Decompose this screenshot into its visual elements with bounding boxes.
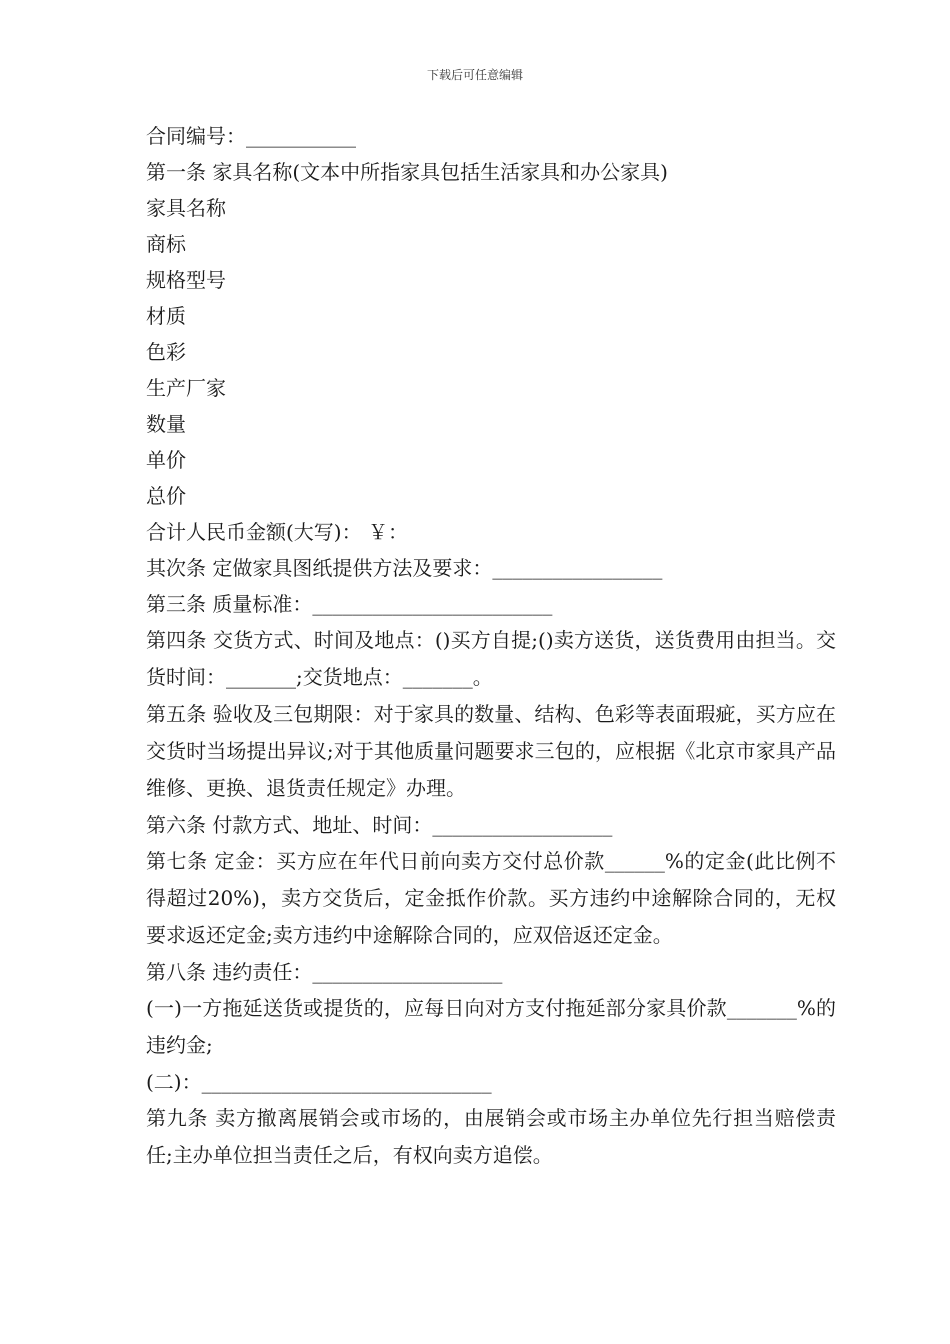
field-total-price: 总价 — [146, 484, 186, 508]
page-header: 下载后可任意编辑 — [426, 68, 523, 82]
article-3: 第三条 质量标准：________________________ — [146, 592, 553, 616]
field-total-rmb: 合计人民币金额(大写)： ￥： — [146, 520, 408, 544]
field-manufacturer: 生产厂家 — [146, 376, 226, 400]
field-trademark: 商标 — [146, 232, 186, 256]
contract-number: 合同编号：___________ — [146, 124, 356, 148]
article-2: 其次条 定做家具图纸提供方法及要求：_________________ — [146, 556, 663, 580]
article-6: 第六条 付款方式、地址、时间：__________________ — [146, 813, 613, 837]
article-4: 第四条 交货方式、时间及地点：()买方自提;()卖方送货，送货费用由担当。交货时间：_______;交货地点：_______。 — [146, 628, 836, 689]
article-1-title: 第一条 家具名称(文本中所指家具包括生活家具和办公家具) — [146, 160, 668, 184]
field-quantity: 数量 — [146, 412, 186, 436]
article-8-clause-2: (二)：_____________________________ — [146, 1070, 492, 1094]
article-8: 第八条 违约责任：___________________ — [146, 960, 503, 984]
field-material: 材质 — [146, 304, 186, 328]
field-color: 色彩 — [146, 340, 186, 364]
field-furniture-name: 家具名称 — [146, 196, 226, 220]
field-unit-price: 单价 — [146, 448, 186, 472]
article-5: 第五条 验收及三包期限：对于家具的数量、结构、色彩等表面瑕疵，买方应在交货时当场提出异议;对于其他质量问题要求三包的，应根据《北京市家具产品维修、更换、退货责任规定》办理。 — [146, 702, 836, 800]
article-7: 第七条 定金：买方应在年代日前向卖方交付总价款______%的定金(此比例不得超过20%)，卖方交货后，定金抵作价款。买方违约中途解除合同的，无权要求返还定金;卖方违约中途解除合同的，应双倍返还定金。 — [146, 849, 836, 947]
article-8-clause-1: (一)一方拖延送货或提货的，应每日向对方支付拖延部分家具价款_______%的违约金; — [146, 996, 836, 1057]
contract-body — [146, 118, 836, 1174]
article-9: 第九条 卖方撤离展销会或市场的，由展销会或市场主办单位先行担当赔偿责任;主办单位担当责任之后，有权向卖方追偿。 — [146, 1106, 836, 1167]
field-model: 规格型号 — [146, 268, 226, 292]
